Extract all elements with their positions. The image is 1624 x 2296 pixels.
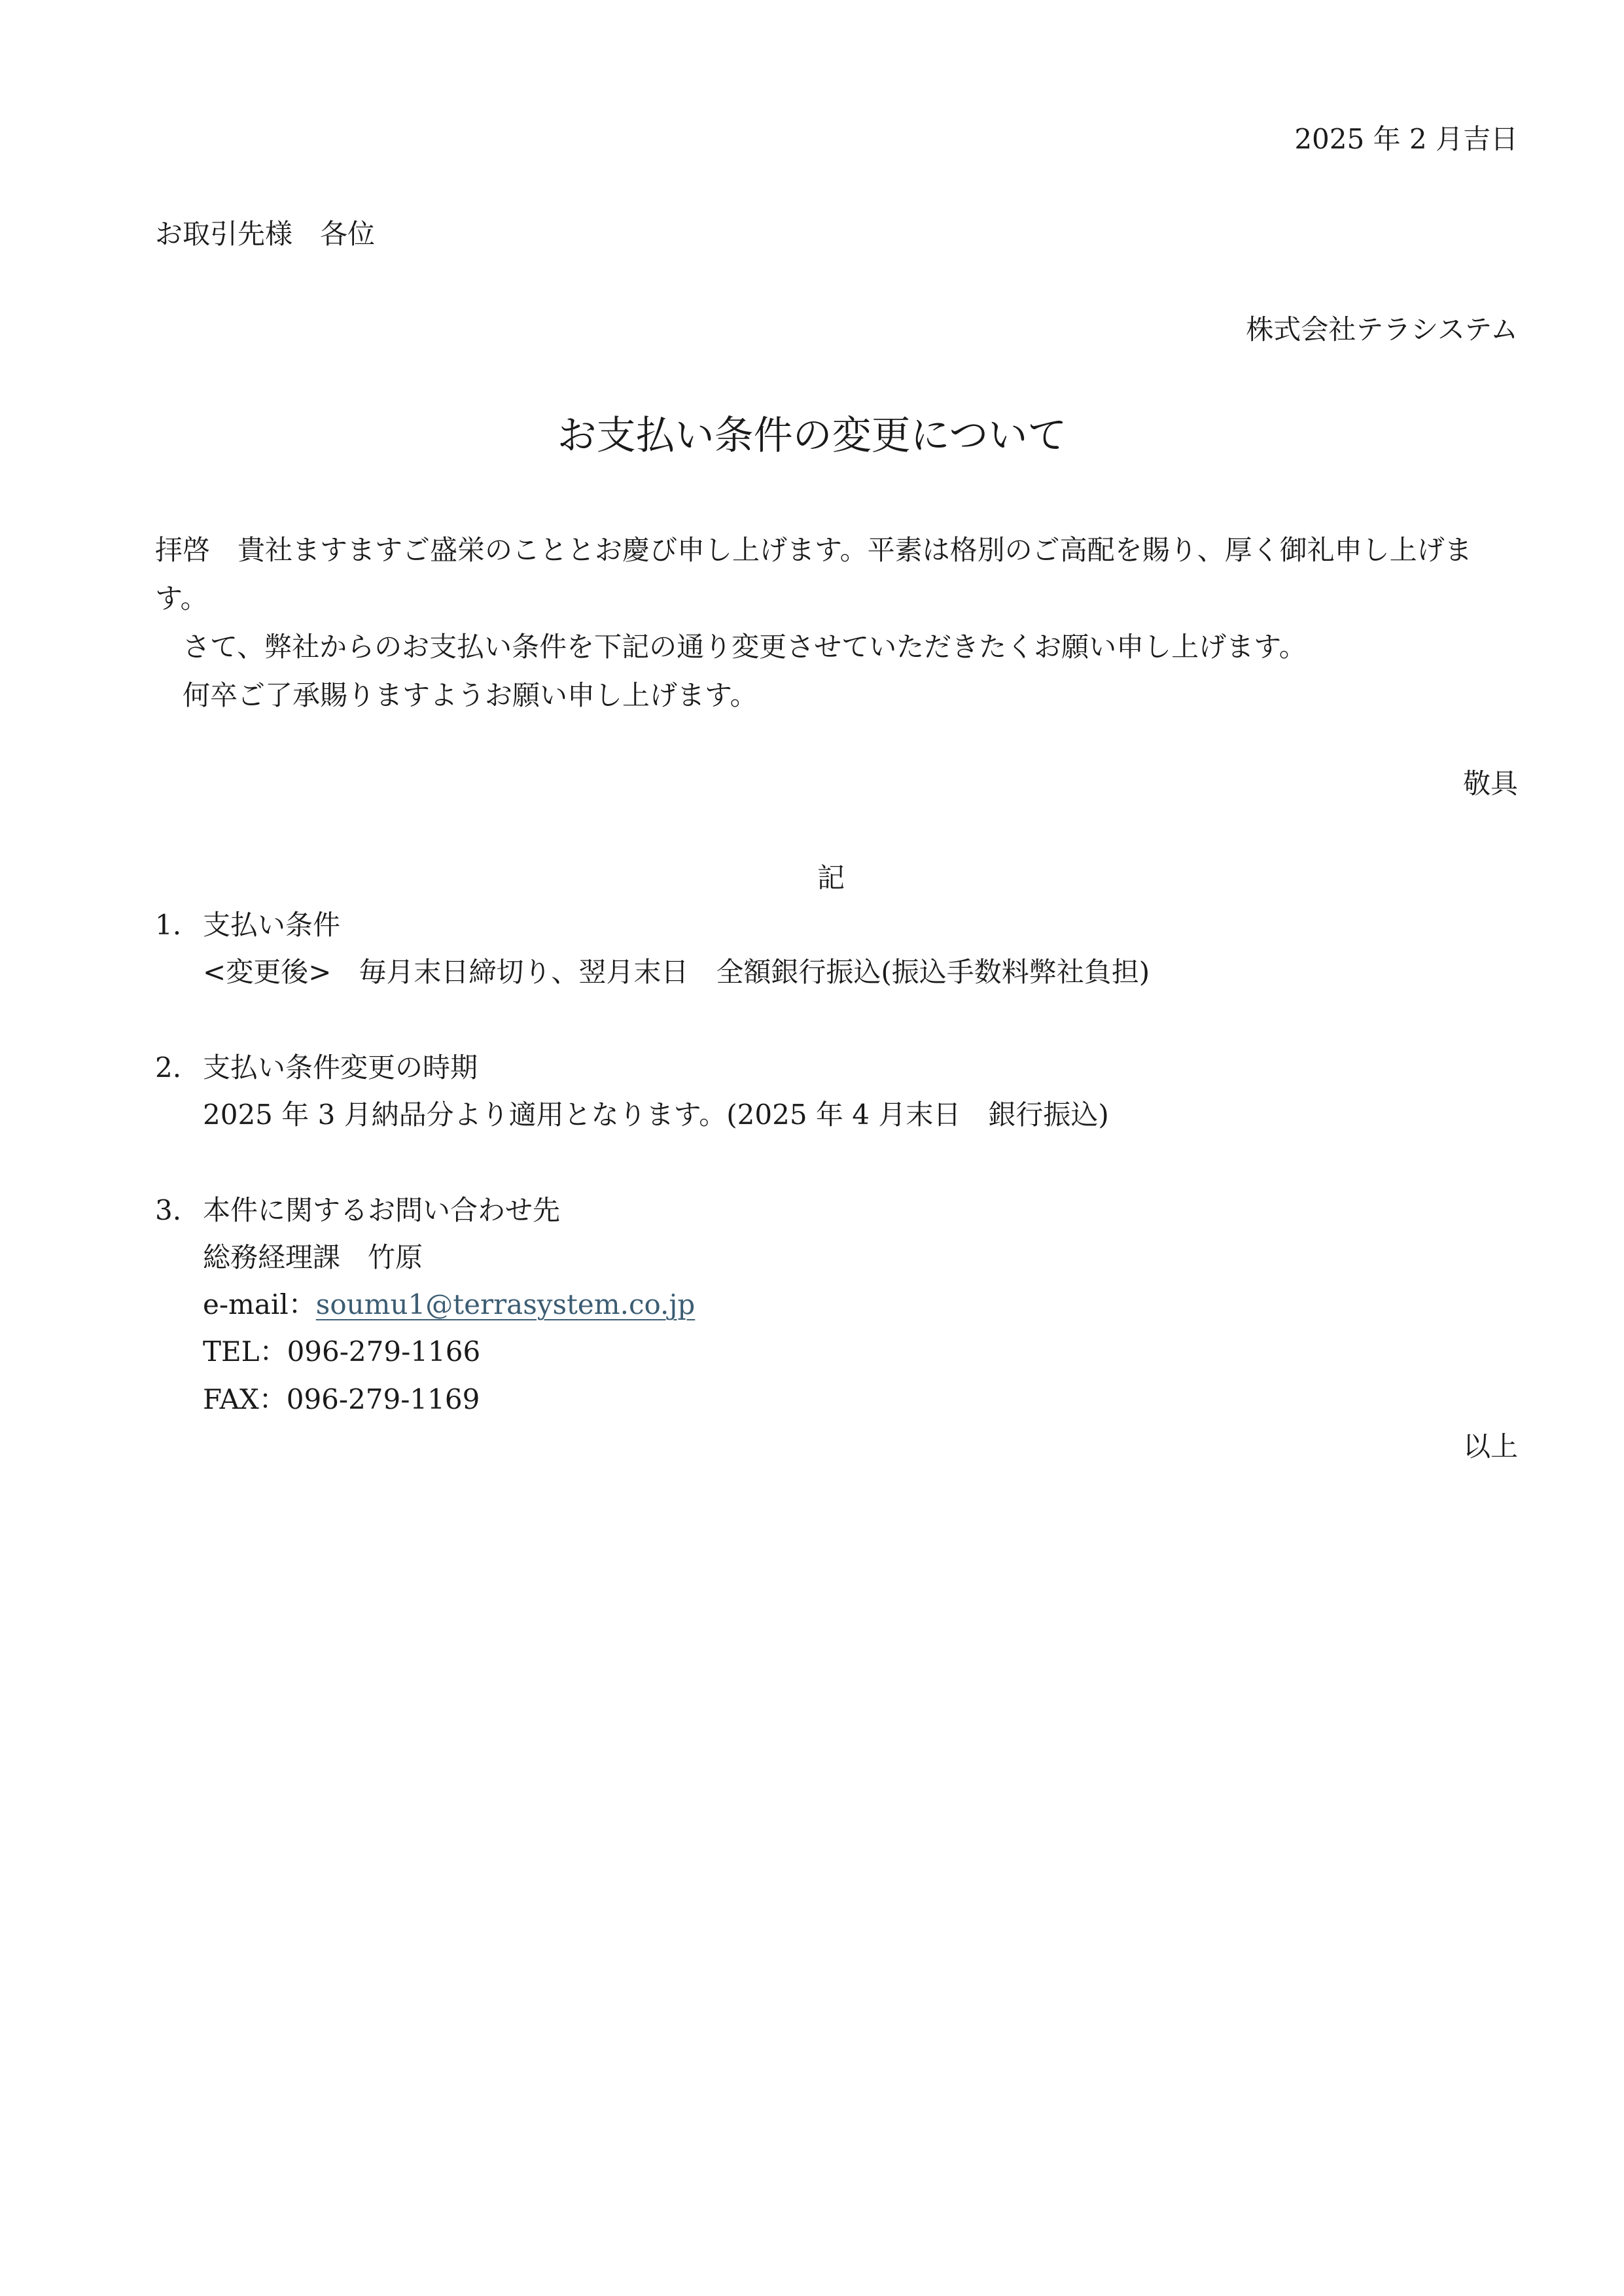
addressee: お取引先様 各位 (155, 218, 376, 250)
contact-email-line (203, 1288, 696, 1320)
email-label: e-mail： (203, 1288, 316, 1320)
email-link[interactable]: soumu1@terrasystem.co.jp (315, 1288, 696, 1320)
contact-tel: TEL：096-279-1166 (203, 1335, 481, 1368)
greeting-line-2: す。 (155, 582, 208, 614)
item-3-heading: 本件に関するお問い合わせ先 (203, 1194, 561, 1226)
greeting-line-1: 拝啓 貴社ますますご盛栄のこととお慶び申し上げます。平素は格別のご高配を賜り、厚く御礼申し上げま (155, 534, 1472, 566)
item-2-number: 2. (155, 1051, 182, 1084)
item-1-number: 1. (155, 909, 182, 941)
item-2-detail: 2025 年 3 月納品分より適用となります。(2025 年 4 月末日 銀行振込) (203, 1099, 1109, 1131)
closing-ijou: 以上 (1462, 1430, 1518, 1462)
closing-keigu: 敬具 (1462, 768, 1518, 800)
item-2-heading: 支払い条件変更の時期 (203, 1051, 478, 1084)
document-date: 2025 年 2 月吉日 (1294, 123, 1518, 155)
contact-fax: FAX：096-279-1169 (203, 1383, 480, 1415)
item-3-number: 3. (155, 1194, 182, 1226)
request-paragraph: さて、弊社からのお支払い条件を下記の通り変更させていただきたくお願い申し上げます。 (155, 631, 1307, 663)
contact-department: 総務経理課 竹原 (203, 1241, 423, 1273)
acknowledgement-paragraph: 何卒ご了承賜りますようお願い申し上げます。 (155, 679, 758, 711)
sender-company: 株式会社テラシステム (1246, 313, 1518, 345)
item-1-heading: 支払い条件 (203, 909, 341, 941)
ki-heading: 記 (817, 862, 845, 894)
item-1-detail: <変更後> 毎月末日締切り、翌月末日 全額銀行振込(振込手数料弊社負担) (203, 956, 1150, 988)
page-title: お支払い条件の変更について (557, 413, 1067, 459)
greeting-paragraph (155, 526, 1518, 720)
